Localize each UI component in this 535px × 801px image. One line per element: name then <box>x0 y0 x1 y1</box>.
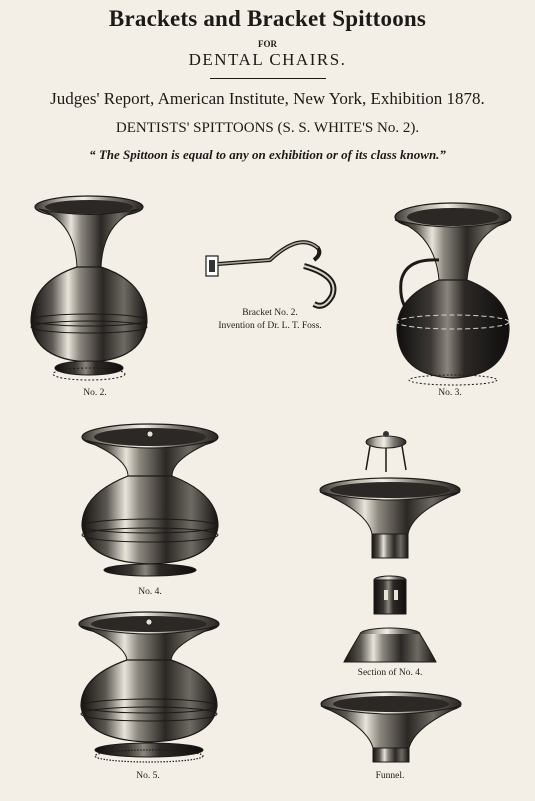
divider-rule <box>210 78 326 79</box>
caption-funnel: Funnel. <box>375 771 405 781</box>
for-label: FOR <box>258 39 277 49</box>
spittoon-no4-illustration <box>78 422 223 582</box>
caption-no4: No. 4. <box>138 587 162 597</box>
section-no4-illustration <box>318 428 468 668</box>
caption-bracket-line1: Bracket No. 2. <box>242 308 298 318</box>
caption-no5: No. 5. <box>136 771 160 781</box>
caption-no2: No. 2. <box>83 388 107 398</box>
page-title: Brackets and Bracket Spittoons <box>108 6 427 31</box>
caption-section-no4: Section of No. 4. <box>357 668 423 678</box>
spittoon-no2-illustration <box>25 192 155 387</box>
bracket-no2-illustration <box>200 226 360 316</box>
spittoon-no3-illustration <box>385 200 515 388</box>
caption-bracket-line2: Invention of Dr. L. T. Foss. <box>218 321 322 331</box>
judges-quote: “ The Spittoon is equal to any on exhibition or of its class known.” <box>89 147 446 162</box>
page-subtitle: DENTAL CHAIRS. <box>188 50 347 69</box>
funnel-illustration <box>317 690 465 770</box>
spittoons-heading: DENTISTS' SPITTOONS (S. S. WHITE'S No. 2). <box>115 120 420 136</box>
spittoon-no5-illustration <box>75 610 225 768</box>
caption-no3: No. 3. <box>438 388 462 398</box>
judges-report-line: Judges' Report, American Institute, New York, Exhibition 1878. <box>50 89 485 108</box>
